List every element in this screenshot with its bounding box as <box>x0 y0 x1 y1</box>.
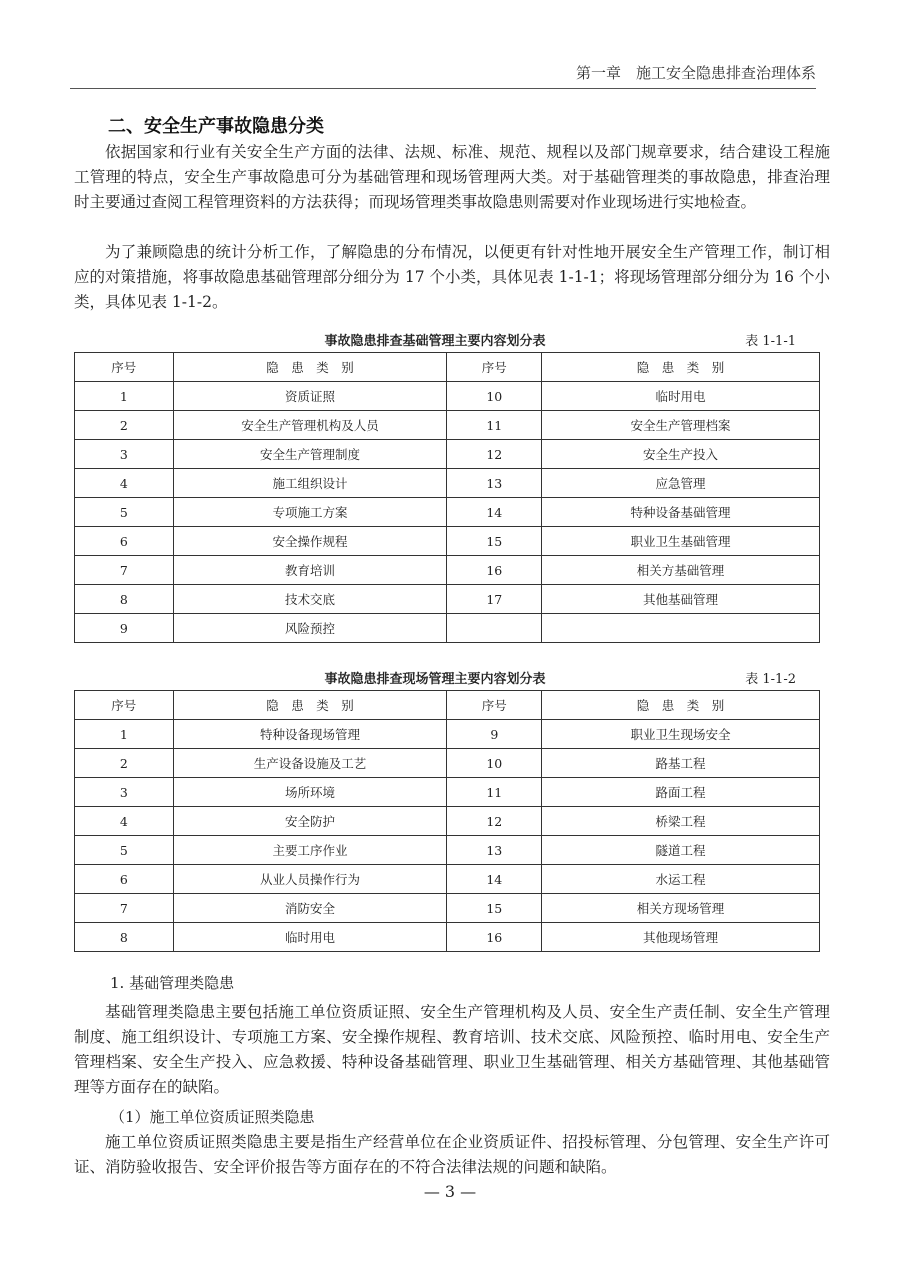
table-cell: 场所环境 <box>173 778 447 807</box>
table-cell: 特种设备基础管理 <box>542 498 820 527</box>
table-cell: 资质证照 <box>173 382 447 411</box>
table-row <box>75 382 820 411</box>
table-cell: 路面工程 <box>542 778 820 807</box>
table-row <box>75 556 820 585</box>
table-cell: 10 <box>447 382 542 411</box>
table-cell: 安全生产管理档案 <box>542 411 820 440</box>
table-cell: 16 <box>447 923 542 952</box>
table1-number: 表 1-1-1 <box>745 334 796 349</box>
table-cell: 安全生产管理制度 <box>173 440 447 469</box>
table1-header-cell: 序号 <box>75 353 174 382</box>
table2-header-cell: 隐 患 类 别 <box>173 691 447 720</box>
table-cell: 17 <box>447 585 542 614</box>
table-row <box>75 894 820 923</box>
table-cell: 8 <box>75 923 174 952</box>
table2-header-row <box>75 691 820 720</box>
table-cell: 14 <box>447 865 542 894</box>
table-cell: 2 <box>75 749 174 778</box>
table-cell: 8 <box>75 585 174 614</box>
table-cell: 3 <box>75 778 174 807</box>
table-cell: 2 <box>75 411 174 440</box>
table-cell: 应急管理 <box>542 469 820 498</box>
table-cell: 临时用电 <box>542 382 820 411</box>
table-cell: 教育培训 <box>173 556 447 585</box>
table-cell: 安全生产管理机构及人员 <box>173 411 447 440</box>
table-row <box>75 614 820 643</box>
table1-header-row <box>75 353 820 382</box>
table-cell: 6 <box>75 865 174 894</box>
table-row <box>75 923 820 952</box>
table2-header-cell: 隐 患 类 别 <box>542 691 820 720</box>
table-cell: 技术交底 <box>173 585 447 614</box>
table-cell: 5 <box>75 498 174 527</box>
table-row <box>75 469 820 498</box>
subsection-heading: 1. 基础管理类隐患 <box>110 974 235 992</box>
section-paragraph-1: 依据国家和行业有关安全生产方面的法律、法规、标准、规范、规程以及部门规章要求，结合建设工程施工管理的特点，安全生产事故隐患可分为基础管理和现场管理两大类。对于基础管理类的事故隐患，排查治理时主要通过查阅工程管理资料的方法获得；而现场管理类事故隐患则需要对作业现场进行实地检查。 <box>74 143 830 211</box>
table-cell: 相关方现场管理 <box>542 894 820 923</box>
table-cell: 安全生产投入 <box>542 440 820 469</box>
table1 <box>74 352 820 643</box>
item-paragraph: 施工单位资质证照类隐患主要是指生产经营单位在企业资质证件、招投标管理、分包管理、安全生产许可证、消防验收报告、安全评价报告等方面存在的不符合法律法规的问题和缺陷。 <box>74 1133 830 1176</box>
subsection-paragraph: 基础管理类隐患主要包括施工单位资质证照、安全生产管理机构及人员、安全生产责任制、安全生产管理制度、施工组织设计、专项施工方案、安全操作规程、教育培训、技术交底、风险预控、临时用电、安全生产管理档案、安全生产投入、应急救援、特种设备基础管理、职业卫生基础管理、相关方基础管理、其他基础管理等方面存在的缺陷。 <box>74 1003 830 1096</box>
table-cell: 13 <box>447 469 542 498</box>
table-cell: 3 <box>75 440 174 469</box>
table-cell: 9 <box>447 720 542 749</box>
table-cell: 10 <box>447 749 542 778</box>
section-paragraph-2: 为了兼顾隐患的统计分析工作，了解隐患的分布情况，以便更有针对性地开展安全生产管理工作，制订相应的对策措施，将事故隐患基础管理部分细分为 17 个小类，具体见表 1-1-1；将现场管理部分细分为 16 个小类，具体见表 1-1-2。 <box>74 243 830 311</box>
table-row <box>75 778 820 807</box>
table-cell: 4 <box>75 807 174 836</box>
item-heading: （1）施工单位资质证照类隐患 <box>110 1108 315 1126</box>
table-cell: 生产设备设施及工艺 <box>173 749 447 778</box>
table-cell <box>447 614 542 643</box>
table-cell: 路基工程 <box>542 749 820 778</box>
table1-header-cell: 隐 患 类 别 <box>173 353 447 382</box>
table-row <box>75 865 820 894</box>
table-cell: 从业人员操作行为 <box>173 865 447 894</box>
table-cell: 主要工序作业 <box>173 836 447 865</box>
table-cell: 安全操作规程 <box>173 527 447 556</box>
table-cell: 相关方基础管理 <box>542 556 820 585</box>
table2-header-cell: 序号 <box>75 691 174 720</box>
table-row <box>75 836 820 865</box>
table2 <box>74 690 820 952</box>
table-cell: 其他现场管理 <box>542 923 820 952</box>
table-cell: 特种设备现场管理 <box>173 720 447 749</box>
table1-header-cell: 序号 <box>447 353 542 382</box>
table-cell: 消防安全 <box>173 894 447 923</box>
table-row <box>75 749 820 778</box>
table-cell: 6 <box>75 527 174 556</box>
chapter-title: 第一章 施工安全隐患排查治理体系 <box>575 64 816 82</box>
table-cell: 临时用电 <box>173 923 447 952</box>
table-cell: 11 <box>447 411 542 440</box>
table-cell: 14 <box>447 498 542 527</box>
section-title: 二、安全生产事故隐患分类 <box>108 116 324 137</box>
table-cell: 施工组织设计 <box>173 469 447 498</box>
table-cell: 12 <box>447 807 542 836</box>
table-cell: 9 <box>75 614 174 643</box>
table2-number: 表 1-1-2 <box>745 672 796 687</box>
table-cell: 隧道工程 <box>542 836 820 865</box>
table2-caption <box>74 668 796 688</box>
table-cell: 13 <box>447 836 542 865</box>
table2-title: 事故隐患排查现场管理主要内容划分表 <box>324 672 546 687</box>
table-row <box>75 585 820 614</box>
table-cell: 安全防护 <box>173 807 447 836</box>
table-cell: 风险预控 <box>173 614 447 643</box>
table-cell: 11 <box>447 778 542 807</box>
table-cell: 7 <box>75 556 174 585</box>
table-cell: 水运工程 <box>542 865 820 894</box>
table-row <box>75 440 820 469</box>
running-header <box>70 58 816 89</box>
table1-caption <box>74 330 796 350</box>
table-cell: 职业卫生基础管理 <box>542 527 820 556</box>
table-cell <box>542 614 820 643</box>
table-cell: 职业卫生现场安全 <box>542 720 820 749</box>
table-row <box>75 411 820 440</box>
table-row <box>75 807 820 836</box>
table-cell: 16 <box>447 556 542 585</box>
table-cell: 1 <box>75 720 174 749</box>
table-cell: 15 <box>447 527 542 556</box>
table-cell: 1 <box>75 382 174 411</box>
table1-header-cell: 隐 患 类 别 <box>542 353 820 382</box>
table-cell: 专项施工方案 <box>173 498 447 527</box>
table-cell: 4 <box>75 469 174 498</box>
table1-title: 事故隐患排查基础管理主要内容划分表 <box>324 334 546 349</box>
table-row <box>75 527 820 556</box>
table-row <box>75 498 820 527</box>
table-cell: 15 <box>447 894 542 923</box>
table-cell: 7 <box>75 894 174 923</box>
table-cell: 其他基础管理 <box>542 585 820 614</box>
table-cell: 5 <box>75 836 174 865</box>
table-row <box>75 720 820 749</box>
page-number: — 3 — <box>423 1182 477 1201</box>
table-cell: 桥梁工程 <box>542 807 820 836</box>
table-cell: 12 <box>447 440 542 469</box>
table2-header-cell: 序号 <box>447 691 542 720</box>
